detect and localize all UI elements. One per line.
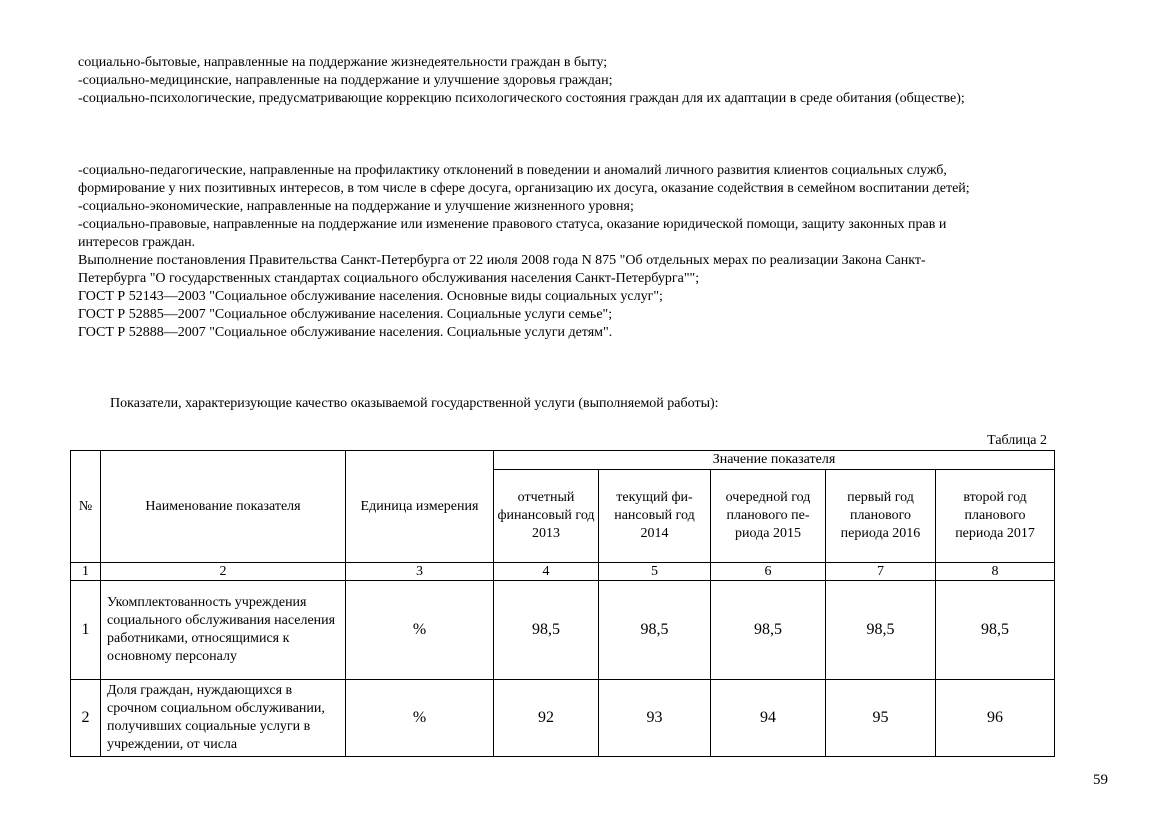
row-value: 94 [711,680,826,757]
header-col-7: первый год планового периода 2016 [826,470,936,563]
text-line: ГОСТ Р 52143—2003 "Социальное обслуживание населения. Основные виды социальных услуг"; [78,289,663,304]
text-line: Петербурга "О государственных стандартах социального обслуживания населения Санкт-Петербурга""; [78,271,700,286]
text-line: интересов граждан. [78,235,196,250]
text-line: -социально-экономические, направленные на поддержание и улучшение жизненного уровня; [78,199,634,214]
text-line: ГОСТ Р 52888—2007 "Социальное обслуживание населения. Социальные услуги детям". [78,325,613,340]
column-number: 1 [71,563,101,581]
row-name: Доля граждан, нуждающихся в срочном социальном обслуживании, получивших социальные услуги в учреждении, от числа [101,680,346,757]
text-line: Выполнение постановления Правительства Санкт-Петербурга от 22 июля 2008 года N 875 "Об отдельных мерах по реализации Закона Санкт- [78,253,926,268]
indicators-table [70,450,1055,757]
body-text [78,54,1148,342]
header-num: № [71,451,101,563]
column-number: 3 [346,563,494,581]
text-line: социально-бытовые, направленные на поддержание жизнедеятельности граждан в быту; [78,55,608,70]
row-value: 98,5 [936,581,1055,680]
row-unit: % [346,581,494,680]
table-label: Таблица 2 [987,433,1047,448]
row-value: 96 [936,680,1055,757]
text-line: -социально-педагогические, направленные на профилактику отклонений в поведении и аномалий личного развития клиентов социальных служб, [78,163,947,178]
row-unit: % [346,680,494,757]
text-line: формирование у них позитивных интересов, в том числе в сфере досуга, организацию их досуга, оказание содействия в семейном воспитании детей; [78,181,970,196]
row-value: 92 [494,680,599,757]
column-number-row [71,563,1055,581]
row-value: 98,5 [494,581,599,680]
paragraph-gap [78,108,1148,162]
text-line: -социально-правовые, направленные на поддержание или изменение правового статуса, оказание юридической помощи, защиту законных прав и [78,217,947,232]
header-unit: Единица измерения [346,451,494,563]
row-value: 98,5 [826,581,936,680]
header-col-4: отчетный финансовый год 2013 [494,470,599,563]
row-name: Укомплектованность учреждения социального обслуживания населения работниками, относящимися к основному персоналу [101,581,346,680]
column-number: 2 [101,563,346,581]
table-row [71,581,1055,680]
header-col-6: очередной год планового периода 2015 [711,470,826,563]
text-line: -социально-психологические, предусматривающие коррекцию психологического состояния граждан для их адаптации в среде обитания (обществе); [78,91,965,106]
header-col-8: второй год планового периода 2017 [936,470,1055,563]
header-col-5: текущий финансовый год 2014 [599,470,711,563]
column-number: 5 [599,563,711,581]
row-value: 98,5 [599,581,711,680]
header-row [71,451,1055,470]
header-value-group: Значение показателя [494,451,1055,470]
column-number: 8 [936,563,1055,581]
row-value: 98,5 [711,581,826,680]
column-number: 6 [711,563,826,581]
row-value: 93 [599,680,711,757]
row-num: 1 [71,581,101,680]
row-value: 95 [826,680,936,757]
row-num: 2 [71,680,101,757]
column-number: 4 [494,563,599,581]
table-row [71,680,1055,757]
page-number: 59 [1093,772,1108,788]
text-line: ГОСТ Р 52885—2007 "Социальное обслуживание населения. Социальные услуги семье"; [78,307,613,322]
text-line: -социально-медицинские, направленные на поддержание и улучшение здоровья граждан; [78,73,613,88]
column-number: 7 [826,563,936,581]
header-name: Наименование показателя [101,451,346,563]
table-intro: Показатели, характеризующие качество оказываемой государственной услуги (выполняемой работы): [110,396,719,411]
